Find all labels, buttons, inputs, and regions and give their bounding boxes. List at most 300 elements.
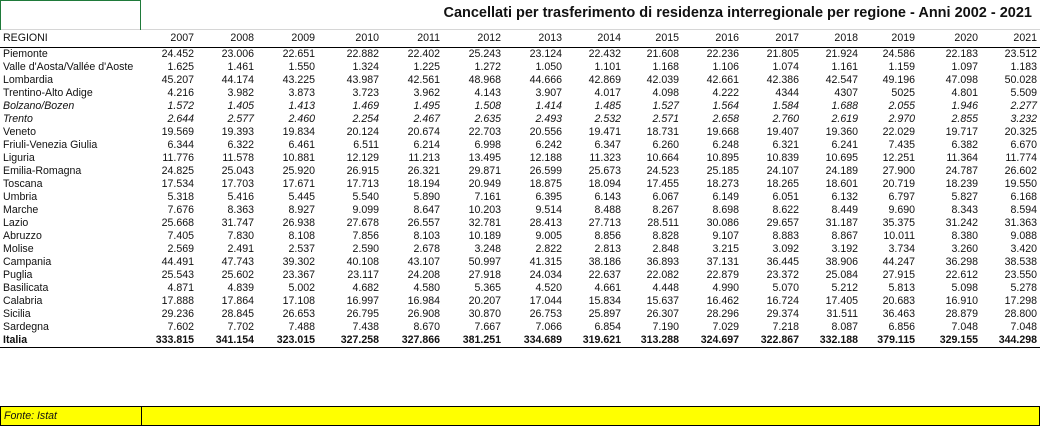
value-cell: 12.129	[346, 152, 379, 164]
value-cell: 6.347	[594, 139, 621, 151]
value-cell: 26.938	[282, 217, 315, 229]
value-cell: 2.277	[1010, 100, 1037, 112]
value-cell: 2.760	[772, 113, 799, 125]
value-cell: 9.005	[535, 230, 562, 242]
value-cell: 22.432	[588, 48, 621, 60]
value-cell: 327.258	[318, 334, 382, 348]
value-cell: 4.520	[535, 282, 562, 294]
value-cell: 323.015	[257, 334, 318, 348]
value-cell: 4.448	[652, 282, 679, 294]
table-row	[0, 139, 1040, 152]
value-cell: 20.207	[468, 295, 501, 307]
value-cell: 9.099	[352, 204, 379, 216]
value-cell: 19.393	[221, 126, 254, 138]
value-cell: 1.101	[594, 61, 621, 73]
table-row	[0, 48, 1040, 62]
value-cell: 327.866	[382, 334, 443, 348]
value-cell: 23.006	[221, 48, 254, 60]
value-cell: 27.713	[588, 217, 621, 229]
value-cell: 7.602	[167, 321, 194, 333]
region-cell: Veneto	[3, 126, 36, 138]
value-cell: 2.537	[288, 243, 315, 255]
total-row	[0, 334, 1040, 348]
value-cell: 11.323	[589, 152, 621, 164]
value-cell: 24.586	[882, 48, 915, 60]
value-cell: 42.561	[407, 74, 440, 86]
value-cell: 1.405	[227, 100, 254, 112]
value-cell: 2.467	[413, 113, 440, 125]
value-cell: 22.402	[407, 48, 440, 60]
value-cell: 22.651	[282, 48, 315, 60]
value-cell: 2.460	[288, 113, 315, 125]
region-cell: Basilicata	[3, 282, 49, 294]
value-cell: 26.557	[407, 217, 440, 229]
value-cell: 313.288	[624, 334, 682, 348]
value-cell: 28.800	[1004, 308, 1037, 320]
value-cell: 19.717	[945, 126, 978, 138]
value-cell: 341.154	[197, 334, 257, 348]
value-cell: 32.781	[468, 217, 501, 229]
value-cell: 27.900	[882, 165, 915, 177]
region-cell: Trento	[3, 113, 33, 125]
header-year: 2015	[624, 30, 682, 48]
value-cell: 6.998	[474, 139, 501, 151]
region-cell: Valle d'Aosta/Vallée d'Aoste	[3, 61, 134, 73]
value-cell: 7.029	[712, 321, 739, 333]
value-cell: 1.564	[712, 100, 739, 112]
value-cell: 2.571	[652, 113, 679, 125]
value-cell: 42.547	[825, 74, 858, 86]
header-year: 2011	[382, 30, 443, 48]
value-cell: 15.637	[646, 295, 679, 307]
header-row	[0, 30, 1040, 48]
region-cell: Emilia-Romagna	[3, 165, 82, 177]
value-cell: 2.855	[951, 113, 978, 125]
value-cell: 24.825	[161, 165, 194, 177]
value-cell: 3.215	[712, 243, 739, 255]
value-cell: 4.143	[474, 87, 501, 99]
value-cell: 8.594	[1010, 204, 1037, 216]
value-cell: 43.987	[346, 74, 379, 86]
value-cell: 8.927	[288, 204, 315, 216]
header-region: REGIONI	[0, 30, 141, 48]
header-year: 2013	[504, 30, 565, 48]
table-row	[0, 152, 1040, 165]
value-cell: 8.103	[413, 230, 440, 242]
value-cell: 8.867	[831, 230, 858, 242]
value-cell: 24.107	[766, 165, 799, 177]
value-cell: 8.363	[227, 204, 254, 216]
value-cell: 3.723	[352, 87, 379, 99]
value-cell: 18.875	[529, 178, 562, 190]
table-row	[0, 230, 1040, 243]
region-cell: Marche	[3, 204, 39, 216]
value-cell: 5.540	[352, 191, 379, 203]
value-cell: 1.469	[352, 100, 379, 112]
table-row	[0, 74, 1040, 87]
table-row	[0, 165, 1040, 178]
value-cell: 25.673	[588, 165, 621, 177]
value-cell: 7.048	[951, 321, 978, 333]
value-cell: 1.161	[831, 61, 858, 73]
value-cell: 26.307	[646, 308, 679, 320]
value-cell: 22.882	[346, 48, 379, 60]
value-cell: 2.569	[167, 243, 194, 255]
title-row	[0, 0, 1040, 30]
value-cell: 26.599	[529, 165, 562, 177]
value-cell: 1.272	[474, 61, 501, 73]
value-cell: 5.509	[1010, 87, 1037, 99]
value-cell: 4.098	[652, 87, 679, 99]
value-cell: 36.445	[766, 256, 799, 268]
value-cell: 10.189	[468, 230, 501, 242]
value-cell: 9.107	[712, 230, 739, 242]
value-cell: 42.869	[588, 74, 621, 86]
value-cell: 2.678	[413, 243, 440, 255]
value-cell: 31.187	[825, 217, 858, 229]
value-cell: 2.590	[352, 243, 379, 255]
value-cell: 17.864	[221, 295, 254, 307]
value-cell: 8.343	[951, 204, 978, 216]
value-cell: 7.435	[888, 139, 915, 151]
value-cell: 8.622	[772, 204, 799, 216]
value-cell: 26.915	[346, 165, 379, 177]
value-cell: 2.491	[227, 243, 254, 255]
value-cell: 17.455	[646, 178, 679, 190]
value-cell: 20.124	[346, 126, 379, 138]
value-cell: 28.511	[647, 217, 679, 229]
value-cell: 8.488	[594, 204, 621, 216]
value-cell: 5.827	[951, 191, 978, 203]
value-cell: 319.621	[565, 334, 624, 348]
value-cell: 19.471	[588, 126, 621, 138]
table-row	[0, 191, 1040, 204]
value-cell: 3.260	[951, 243, 978, 255]
header-year: 2017	[742, 30, 802, 48]
value-cell: 7.405	[167, 230, 194, 242]
header-year: 2007	[141, 30, 197, 48]
value-cell: 25.668	[161, 217, 194, 229]
value-cell: 25.602	[221, 269, 254, 281]
value-cell: 45.207	[161, 74, 194, 86]
value-cell: 6.248	[712, 139, 739, 151]
value-cell: 7.190	[652, 321, 679, 333]
region-cell: Puglia	[3, 269, 33, 281]
value-cell: 18.239	[945, 178, 978, 190]
value-cell: 18.731	[646, 126, 679, 138]
value-cell: 1.495	[413, 100, 440, 112]
value-cell: 8.698	[712, 204, 739, 216]
value-cell: 20.719	[882, 178, 915, 190]
value-cell: 9.690	[888, 204, 915, 216]
table-title: Cancellati per trasferimento di residenza interregionale per regione - Anni 2002 - 2021	[443, 5, 1032, 21]
value-cell: 36.298	[945, 256, 978, 268]
header-year: 2018	[802, 30, 861, 48]
value-cell: 16.984	[407, 295, 440, 307]
value-cell: 17.888	[161, 295, 194, 307]
value-cell: 4.216	[167, 87, 194, 99]
value-cell: 2.619	[831, 113, 858, 125]
value-cell: 2.644	[167, 113, 194, 125]
table-row	[0, 204, 1040, 217]
value-cell: 25.243	[468, 48, 501, 60]
value-cell: 4307	[834, 87, 858, 99]
value-cell: 5.278	[1010, 282, 1037, 294]
value-cell: 18.194	[407, 178, 440, 190]
value-cell: 379.115	[861, 334, 918, 348]
region-cell: Calabria	[3, 295, 43, 307]
value-cell: 7.488	[288, 321, 315, 333]
value-cell: 19.360	[825, 126, 858, 138]
region-cell: Liguria	[3, 152, 35, 164]
value-cell: 19.569	[161, 126, 194, 138]
value-cell: 35.375	[882, 217, 915, 229]
value-cell: 17.405	[825, 295, 858, 307]
value-cell: 21.608	[646, 48, 679, 60]
table-row	[0, 217, 1040, 230]
value-cell: 3.873	[288, 87, 315, 99]
table-row	[0, 178, 1040, 191]
value-cell: 10.203	[468, 204, 501, 216]
value-cell: 8.087	[831, 321, 858, 333]
value-cell: 6.322	[227, 139, 254, 151]
value-cell: 28.296	[706, 308, 739, 320]
table-row	[0, 295, 1040, 308]
value-cell: 4.580	[413, 282, 440, 294]
value-cell: 6.214	[413, 139, 440, 151]
value-cell: 6.051	[772, 191, 799, 203]
value-cell: 21.805	[766, 48, 799, 60]
value-cell: 28.879	[945, 308, 978, 320]
value-cell: 3.982	[227, 87, 254, 99]
value-cell: 1.485	[594, 100, 621, 112]
table-row	[0, 282, 1040, 295]
value-cell: 3.420	[1010, 243, 1037, 255]
value-cell: 4.682	[352, 282, 379, 294]
value-cell: 5.365	[474, 282, 501, 294]
header-year: 2021	[981, 30, 1040, 48]
value-cell: 3.092	[772, 243, 799, 255]
value-cell: 24.452	[161, 48, 194, 60]
value-cell: 6.260	[652, 139, 679, 151]
value-cell: 6.854	[594, 321, 621, 333]
value-cell: 22.879	[706, 269, 739, 281]
value-cell: 2.493	[535, 113, 562, 125]
value-cell: 11.776	[162, 152, 194, 164]
value-cell: 20.683	[882, 295, 915, 307]
value-cell: 20.556	[529, 126, 562, 138]
value-cell: 47.098	[945, 74, 978, 86]
value-cell: 48.968	[468, 74, 501, 86]
value-cell: 1.074	[772, 61, 799, 73]
value-cell: 8.449	[831, 204, 858, 216]
value-cell: 11.774	[1005, 152, 1037, 164]
value-cell: 31.242	[945, 217, 978, 229]
value-cell: 42.039	[646, 74, 679, 86]
value-cell: 18.601	[825, 178, 858, 190]
value-cell: 19.668	[706, 126, 739, 138]
value-cell: 16.997	[346, 295, 379, 307]
value-cell: 26.653	[282, 308, 315, 320]
table-row	[0, 113, 1040, 126]
value-cell: 25.920	[282, 165, 315, 177]
value-cell: 10.011	[883, 230, 915, 242]
value-cell: 2.254	[352, 113, 379, 125]
value-cell: 29.871	[468, 165, 501, 177]
value-cell: 6.143	[594, 191, 621, 203]
value-cell: 4.871	[167, 282, 194, 294]
header-year: 2019	[861, 30, 918, 48]
value-cell: 15.834	[588, 295, 621, 307]
value-cell: 4.222	[712, 87, 739, 99]
table-row	[0, 308, 1040, 321]
value-cell: 7.856	[352, 230, 379, 242]
value-cell: 22.082	[646, 269, 679, 281]
value-cell: 1.625	[167, 61, 194, 73]
value-cell: 1.946	[951, 100, 978, 112]
value-cell: 1.688	[831, 100, 858, 112]
value-cell: 10.664	[646, 152, 679, 164]
value-cell: 23.124	[529, 48, 562, 60]
value-cell: 42.386	[766, 74, 799, 86]
value-cell: 1.414	[535, 100, 562, 112]
region-cell: Piemonte	[3, 48, 48, 60]
value-cell: 21.924	[825, 48, 858, 60]
value-cell: 17.534	[161, 178, 194, 190]
value-cell: 29.374	[766, 308, 799, 320]
value-cell: 1.413	[288, 100, 315, 112]
value-cell: 26.602	[1004, 165, 1037, 177]
source-footer	[0, 406, 1040, 426]
value-cell: 38.906	[825, 256, 858, 268]
value-cell: 38.538	[1004, 256, 1037, 268]
value-cell: 1.550	[288, 61, 315, 73]
value-cell: 6.132	[831, 191, 858, 203]
header-year: 2008	[197, 30, 257, 48]
table-row	[0, 61, 1040, 74]
value-cell: 6.670	[1010, 139, 1037, 151]
value-cell: 22.612	[945, 269, 978, 281]
value-cell: 2.577	[227, 113, 254, 125]
value-cell: 322.867	[742, 334, 802, 348]
value-cell: 43.107	[407, 256, 440, 268]
value-cell: 6.382	[951, 139, 978, 151]
region-cell: Abruzzo	[3, 230, 42, 242]
value-cell: 2.532	[594, 113, 621, 125]
value-cell: 3.734	[888, 243, 915, 255]
value-cell: 6.511	[353, 139, 379, 151]
value-cell: 25.043	[221, 165, 254, 177]
header-year: 2010	[318, 30, 382, 48]
table-row	[0, 269, 1040, 282]
value-cell: 31.511	[826, 308, 858, 320]
region-cell: Italia	[0, 334, 141, 348]
region-cell: Molise	[3, 243, 34, 255]
value-cell: 23.372	[766, 269, 799, 281]
value-cell: 5.212	[831, 282, 858, 294]
value-cell: 4.017	[594, 87, 621, 99]
table-row	[0, 256, 1040, 269]
value-cell: 16.462	[706, 295, 739, 307]
value-cell: 26.908	[407, 308, 440, 320]
value-cell: 47.743	[221, 256, 254, 268]
value-cell: 7.676	[167, 204, 194, 216]
value-cell: 6.242	[535, 139, 562, 151]
value-cell: 1.527	[652, 100, 679, 112]
value-cell: 24.523	[646, 165, 679, 177]
value-cell: 6.461	[288, 139, 315, 151]
region-cell: Campania	[3, 256, 52, 268]
value-cell: 44.491	[161, 256, 194, 268]
value-cell: 333.815	[141, 334, 197, 348]
footer-divider	[141, 407, 142, 425]
value-cell: 17.044	[529, 295, 562, 307]
value-cell: 8.267	[652, 204, 679, 216]
value-cell: 18.265	[766, 178, 799, 190]
value-cell: 20.949	[468, 178, 501, 190]
value-cell: 2.055	[888, 100, 915, 112]
value-cell: 44.174	[221, 74, 254, 86]
value-cell: 36.893	[646, 256, 679, 268]
value-cell: 5.318	[167, 191, 194, 203]
value-cell: 324.697	[682, 334, 742, 348]
value-cell: 1.508	[474, 100, 501, 112]
value-cell: 50.028	[1004, 74, 1037, 86]
value-cell: 5.002	[288, 282, 315, 294]
value-cell: 12.188	[529, 152, 562, 164]
header-year: 2014	[565, 30, 624, 48]
value-cell: 7.218	[772, 321, 799, 333]
value-cell: 27.678	[346, 217, 379, 229]
value-cell: 25.185	[706, 165, 739, 177]
value-cell: 6.149	[712, 191, 739, 203]
value-cell: 2.848	[652, 243, 679, 255]
source-label: Fonte: Istat	[4, 410, 57, 422]
value-cell: 17.671	[282, 178, 315, 190]
value-cell: 26.753	[529, 308, 562, 320]
value-cell: 44.247	[882, 256, 915, 268]
value-cell: 30.870	[468, 308, 501, 320]
value-cell: 24.208	[407, 269, 440, 281]
value-cell: 8.670	[413, 321, 440, 333]
value-cell: 24.189	[825, 165, 858, 177]
value-cell: 28.413	[529, 217, 562, 229]
value-cell: 26.321	[407, 165, 440, 177]
value-cell: 5.070	[772, 282, 799, 294]
value-cell: 20.325	[1004, 126, 1037, 138]
value-cell: 10.881	[282, 152, 315, 164]
value-cell: 11.364	[946, 152, 978, 164]
value-cell: 31.747	[221, 217, 254, 229]
table-row	[0, 321, 1040, 334]
selected-cell[interactable]	[0, 0, 141, 30]
value-cell: 11.213	[408, 152, 440, 164]
value-cell: 1.183	[1010, 61, 1037, 73]
value-cell: 5.890	[413, 191, 440, 203]
value-cell: 7.161	[474, 191, 501, 203]
value-cell: 6.241	[831, 139, 858, 151]
value-cell: 10.839	[766, 152, 799, 164]
value-cell: 334.689	[504, 334, 565, 348]
value-cell: 12.251	[882, 152, 915, 164]
value-cell: 10.695	[825, 152, 858, 164]
region-cell: Bolzano/Bozen	[3, 100, 75, 112]
value-cell: 1.097	[951, 61, 978, 73]
value-cell: 344.298	[981, 334, 1040, 348]
value-cell: 20.674	[407, 126, 440, 138]
table-row	[0, 87, 1040, 100]
value-cell: 1.106	[712, 61, 739, 73]
